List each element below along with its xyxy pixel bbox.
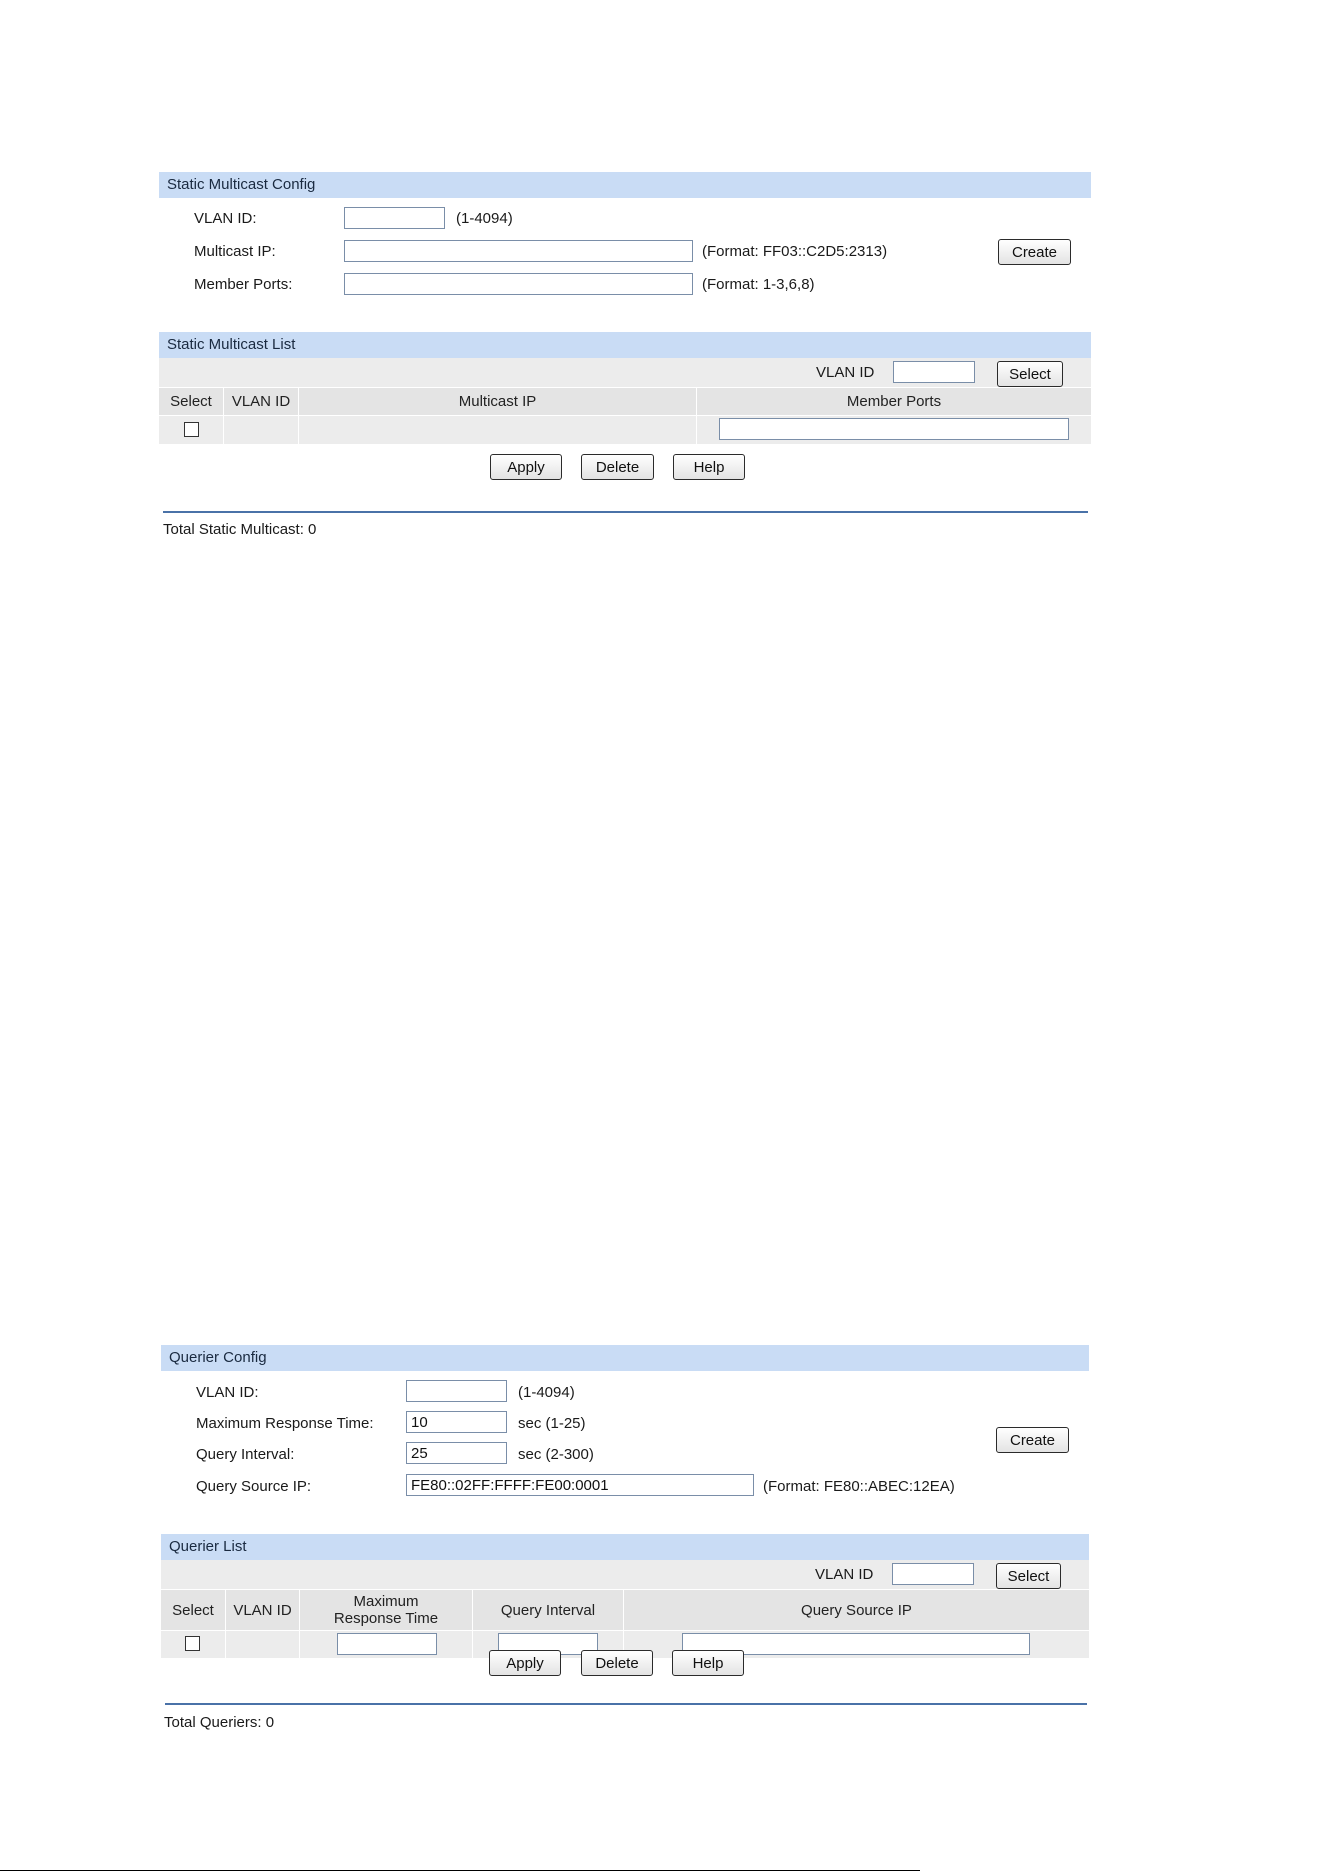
- static-list-filter-label: VLAN ID: [816, 364, 875, 381]
- querier-list-filter-label: VLAN ID: [815, 1566, 874, 1583]
- static-list-select-button[interactable]: Select: [997, 361, 1063, 387]
- querier-create-button[interactable]: Create: [996, 1427, 1069, 1453]
- querier-delete-button[interactable]: Delete: [581, 1650, 653, 1676]
- querier-query-source-label: Query Source IP:: [196, 1478, 312, 1495]
- static-vlan-id-hint: (1-4094): [456, 210, 513, 227]
- page-bottom-rule: [0, 1870, 920, 1871]
- static-row-vlan-cell: [224, 415, 299, 444]
- static-row-member-ports-input[interactable]: [719, 418, 1069, 440]
- static-row-checkbox[interactable]: [184, 422, 199, 437]
- static-row-ip-cell: [299, 415, 697, 444]
- querier-max-response-input[interactable]: [406, 1411, 507, 1433]
- querier-max-response-hint: sec (1-25): [518, 1415, 586, 1432]
- querier-vlan-id-input[interactable]: [406, 1380, 507, 1402]
- static-delete-button[interactable]: Delete: [581, 454, 654, 480]
- querier-col-query-source: Query Source IP: [624, 1590, 1089, 1630]
- querier-query-source-input[interactable]: [406, 1474, 754, 1496]
- querier-list-header: Querier List: [161, 1534, 1089, 1560]
- querier-vlan-id-label: VLAN ID:: [196, 1384, 259, 1401]
- querier-query-source-hint: (Format: FE80::ABEC:12EA): [763, 1478, 955, 1495]
- querier-divider: [165, 1703, 1087, 1705]
- querier-list-filter-input[interactable]: [892, 1563, 974, 1585]
- static-apply-button[interactable]: Apply: [490, 454, 562, 480]
- querier-list-select-button[interactable]: Select: [996, 1563, 1061, 1589]
- querier-config-header: Querier Config: [161, 1345, 1089, 1371]
- static-member-ports-hint: (Format: 1-3,6,8): [702, 276, 815, 293]
- static-multicast-config-header: Static Multicast Config: [159, 172, 1091, 198]
- querier-help-button[interactable]: Help: [672, 1650, 744, 1676]
- static-member-ports-input[interactable]: [344, 273, 693, 295]
- static-multicast-ip-label: Multicast IP:: [194, 243, 276, 260]
- querier-total-text: Total Queriers: 0: [164, 1714, 275, 1731]
- querier-row-checkbox[interactable]: [185, 1636, 200, 1651]
- querier-query-interval-input[interactable]: [406, 1442, 507, 1464]
- querier-col-select: Select: [161, 1590, 226, 1630]
- querier-query-interval-label: Query Interval:: [196, 1446, 295, 1463]
- static-multicast-ip-hint: (Format: FF03::C2D5:2313): [702, 243, 888, 260]
- static-total-text: Total Static Multicast: 0: [163, 521, 317, 538]
- querier-apply-button[interactable]: Apply: [489, 1650, 561, 1676]
- static-member-ports-label: Member Ports:: [194, 276, 293, 293]
- static-col-select: Select: [159, 388, 224, 415]
- static-create-button[interactable]: Create: [998, 239, 1071, 265]
- static-col-vlan-id: VLAN ID: [224, 388, 299, 415]
- static-divider: [163, 511, 1088, 513]
- querier-col-max-response: Maximum Response Time: [300, 1590, 473, 1630]
- querier-row-vlan-cell: [226, 1630, 300, 1658]
- static-col-multicast-ip: Multicast IP: [299, 388, 697, 415]
- querier-query-interval-hint: sec (2-300): [518, 1446, 594, 1463]
- querier-col-vlan-id: VLAN ID: [226, 1590, 300, 1630]
- querier-col-query-interval: Query Interval: [473, 1590, 624, 1630]
- static-help-button[interactable]: Help: [673, 454, 745, 480]
- querier-max-response-label: Maximum Response Time:: [196, 1415, 374, 1432]
- static-vlan-id-label: VLAN ID:: [194, 210, 257, 227]
- static-vlan-id-input[interactable]: [344, 207, 445, 229]
- static-list-filter-input[interactable]: [893, 361, 975, 383]
- static-multicast-list-header: Static Multicast List: [159, 332, 1091, 358]
- static-multicast-ip-input[interactable]: [344, 240, 693, 262]
- querier-row-max-response-input[interactable]: [337, 1633, 437, 1655]
- static-col-member-ports: Member Ports: [697, 388, 1091, 415]
- querier-vlan-id-hint: (1-4094): [518, 1384, 575, 1401]
